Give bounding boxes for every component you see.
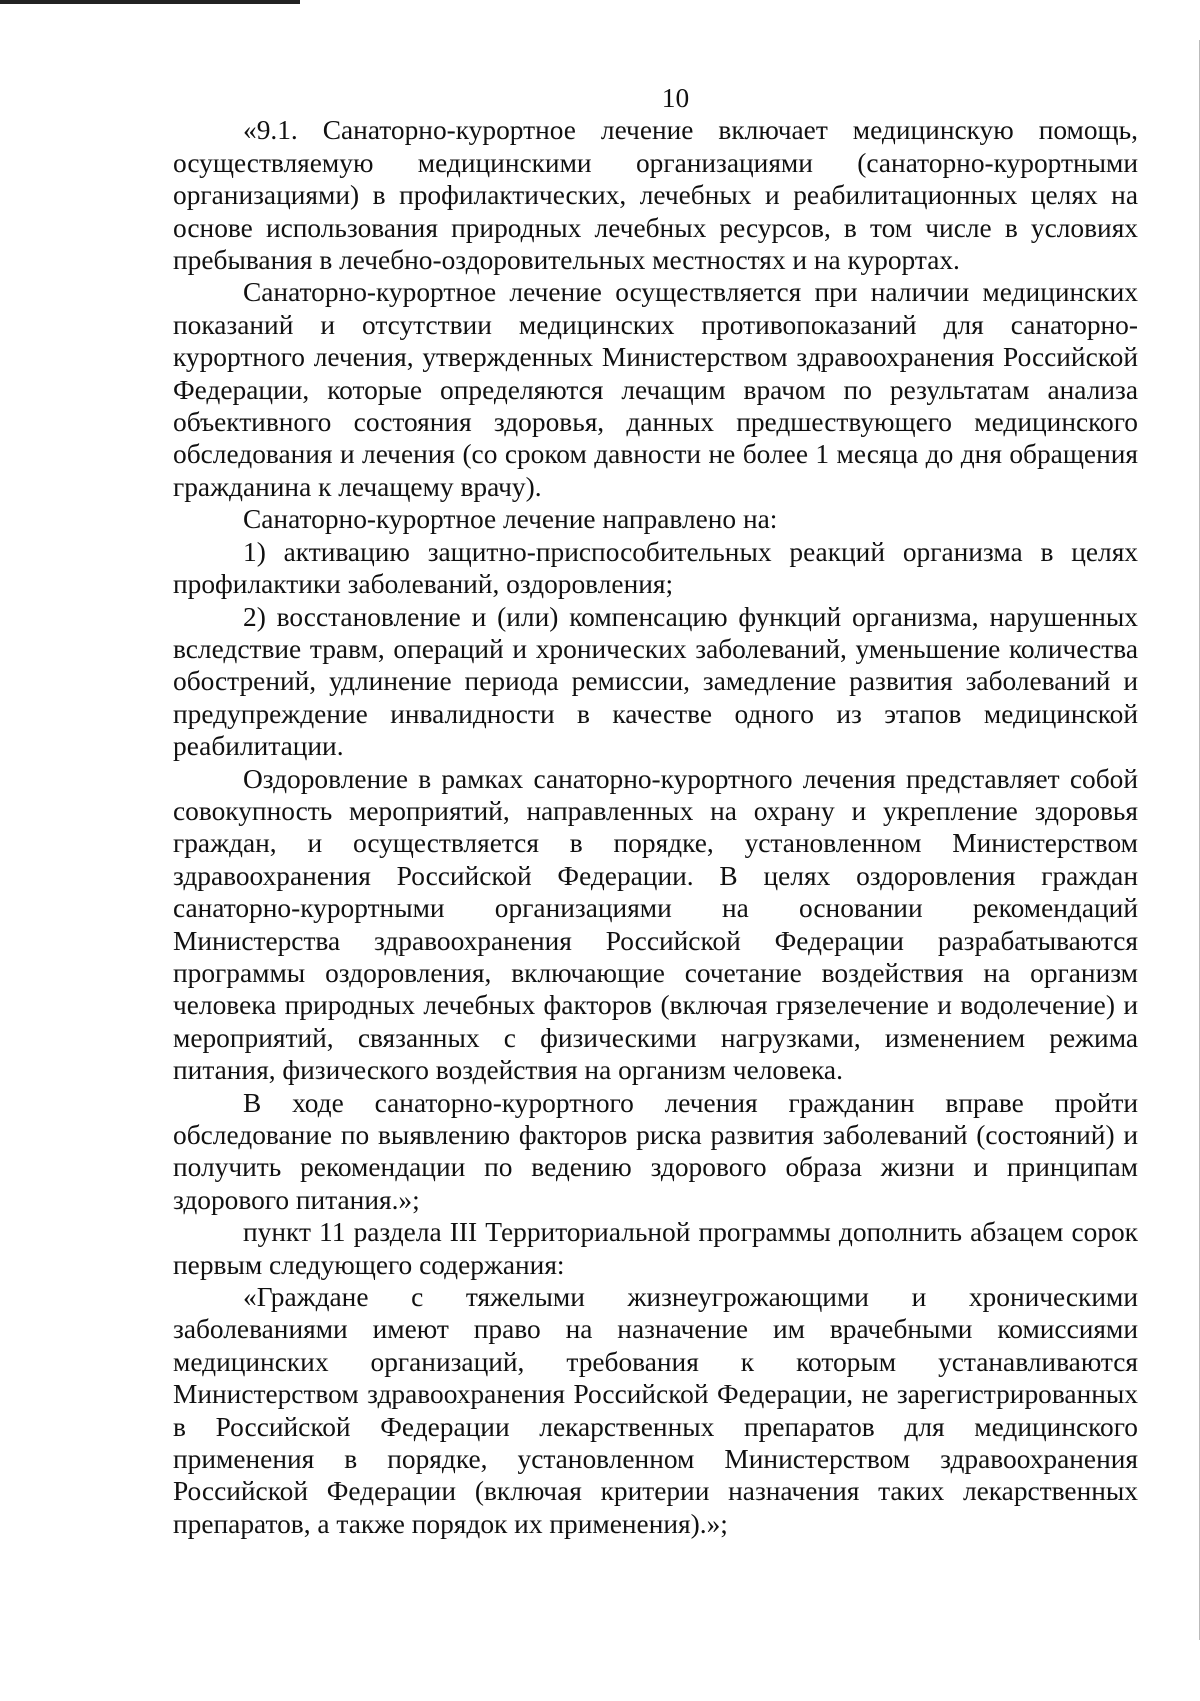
paragraph-health-improvement: Оздоровление в рамках санаторно-курортного лечения представляет собой совокупность мероприятий, направленных на охрану и укрепление здоровья граждан, и осуществляется в порядке, установленном Министерством здравоохранения Российской Федерации. В целях оздоровления граждан санаторно-курортными организациями на основании рекомендаций Министерства здравоохранения Российской Федерации разрабатываются программы оздоровления, включающие сочетание воздействия на организм человека природных лечебных факторов (включая грязелечение и водолечение) и мероприятий, связанных с физическими нагрузками, изменением режима питания, физического воздействия на организм человека. xyxy=(173,763,1138,1086)
paragraph-unregistered-drugs: «Граждане с тяжелыми жизнеугрожающими и хроническими заболеваниями имеют право на назначение им врачебными комиссиями медицинских организаций, требования к которым устанавливаются Министерством здравоохранения Российской Федерации, не зарегистрированных в Российской Федерации лекарственных препаратов для медицинского применения в порядке, установленном Министерством здравоохранения Российской Федерации (включая критерии назначения таких лекарственных препаратов, а также порядок их применения).»; xyxy=(173,1282,1138,1539)
paragraph-examination: В ходе санаторно-курортного лечения гражданин вправе пройти обследование по выявлению факторов риска развития заболеваний (состояний) и получить рекомендации по ведению здорового образа жизни и принципам здорового питания.»; xyxy=(173,1087,1138,1215)
list-item-1: 1) активацию защитно-приспособительных реакций организма в целях профилактики заболеваний, оздоровления; xyxy=(173,536,1138,600)
page-number: 10 xyxy=(661,83,690,113)
paragraph-indications: Санаторно-курортное лечение осуществляется при наличии медицинских показаний и отсутствии медицинских противопоказаний для санаторно-курортного лечения, утвержденных Министерством здравоохранения Российской Федерации, которые определяются лечащим врачом по результатам анализа объективного состояния здоровья, данных предшествующего медицинского обследования и лечения (со сроком давности не более 1 месяца до дня обращения гражданина к лечащему врачу). xyxy=(173,277,1138,502)
document-page xyxy=(173,82,1138,1540)
paragraph-directed-at: Санаторно-курортное лечение направлено на: xyxy=(243,504,778,535)
paragraph-9-1: «9.1. Санаторно-курортное лечение включает медицинскую помощь, осуществляемую медицинскими организациями (санаторно-курортными организациями) в профилактических, лечебных и реабилитационных целях на основе использования природных лечебных ресурсов, в том числе в условиях пребывания в лечебно-оздоровительных местностях и на курортах. xyxy=(173,115,1138,276)
paragraph-amendment-point-11: пункт 11 раздела III Территориальной программы дополнить абзацем сорок первым следующего содержания: xyxy=(173,1217,1138,1280)
scan-artifact-top-line xyxy=(0,0,300,4)
list-item-2: 2) восстановление и (или) компенсацию функций организма, нарушенных вследствие травм, операций и хронических заболеваний, уменьшение количества обострений, удлинение периода ремиссии, замедление развития заболеваний и предупреждение инвалидности в качестве одного из этапов медицинской реабилитации. xyxy=(173,601,1138,762)
